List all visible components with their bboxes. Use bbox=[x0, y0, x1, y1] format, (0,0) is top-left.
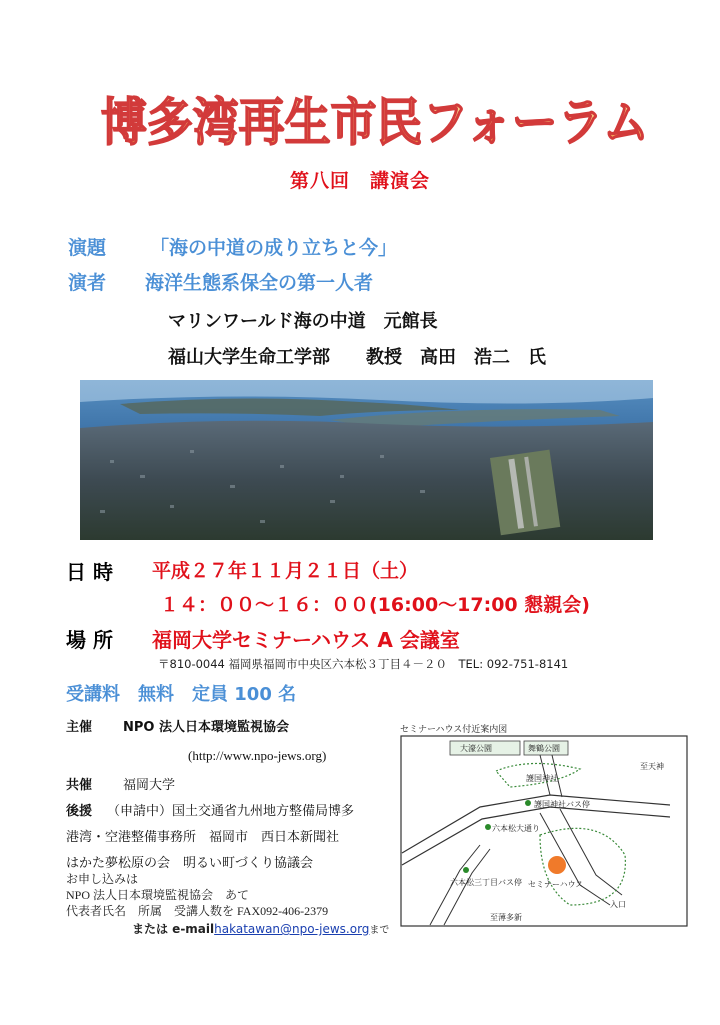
date-label: 日 時 bbox=[66, 560, 113, 584]
speaker-career: マリンワールド海の中道 元館長 bbox=[168, 311, 438, 332]
map-seminar-house: セミナーハウス bbox=[528, 880, 584, 889]
apply-line-3: 代表者氏名 所属 受講人数を FAX092-406-2379 bbox=[66, 904, 329, 918]
forum-title bbox=[95, 78, 655, 156]
apply-email-suffix: まで bbox=[369, 925, 390, 936]
cohost-name: 福岡大学 bbox=[123, 778, 176, 793]
event-date: 平成２７年１１月２１日（土） bbox=[152, 560, 419, 582]
support-line-3: はかた夢松原の会 明るい町づくり協議会 bbox=[66, 856, 314, 871]
map-to-sawara: 至薄多新 bbox=[490, 913, 522, 922]
apply-email-prefix: または e-mail bbox=[132, 922, 215, 936]
access-map bbox=[400, 735, 690, 930]
support-line-1: （申請中）国土交通省九州地方整備局博多 bbox=[107, 804, 355, 819]
forum-title-text: 博多湾再生市民フォーラム bbox=[101, 94, 649, 153]
event-place: 福岡大学セミナーハウス A 会議室 bbox=[152, 628, 460, 652]
speaker-name: 福山大学生命工学部 教授 高田 浩二 氏 bbox=[168, 347, 546, 368]
support-line-2: 港湾・空港整備事務所 福岡市 西日本新聞社 bbox=[66, 830, 340, 845]
host-name: NPO 法人日本環境監視協会 bbox=[123, 720, 289, 735]
event-address: 〒810-0044 福岡県福岡市中央区六本松３丁目４－２０ TEL: 092-751-8141 bbox=[158, 657, 569, 671]
map-gokoku-bus: 護国神社バス停 bbox=[534, 800, 590, 809]
event-time: １４：００～１６：００(16:00～17:00 懇親会) bbox=[160, 594, 590, 616]
support-label: 後援 bbox=[66, 804, 93, 819]
place-label: 場 所 bbox=[66, 628, 113, 652]
map-entrance: 入口 bbox=[610, 900, 626, 909]
speaker-description: 海洋生態系保全の第一人者 bbox=[145, 272, 374, 294]
map-maizuru-park: 舞鶴公園 bbox=[528, 744, 560, 753]
topic-title: 「海の中道の成り立ちと今」 bbox=[150, 237, 398, 259]
cohost-label: 共催 bbox=[66, 778, 93, 793]
map-to-tenjin: 至天神 bbox=[640, 762, 664, 771]
apply-line-1: お申し込みは bbox=[66, 872, 139, 886]
map-gokoku-shrine: 護国神社 bbox=[526, 774, 558, 783]
map-ohori-park: 大濠公園 bbox=[460, 744, 492, 753]
map-caption: セミナーハウス付近案内図 bbox=[400, 725, 508, 735]
lecture-subtitle: 第八回 講演会 bbox=[289, 170, 430, 192]
map-roppon-street: 六本松大通り bbox=[492, 824, 540, 833]
apply-line-2: NPO 法人日本環境監視協会 あて bbox=[66, 888, 250, 902]
host-url[interactable]: (http://www.npo-jews.org) bbox=[188, 748, 327, 763]
apply-email-link[interactable]: hakatawan@npo-jews.org bbox=[214, 922, 370, 936]
map-roppon-bus: 六本松三丁目バス停 bbox=[450, 878, 522, 887]
speaker-label: 演者 bbox=[68, 272, 107, 294]
host-label: 主催 bbox=[66, 720, 93, 735]
topic-label: 演題 bbox=[68, 237, 107, 259]
fee-capacity: 受講料 無料 定員 100 名 bbox=[66, 684, 297, 705]
apply-email-line bbox=[132, 920, 389, 937]
aerial-photo-hakata-bay bbox=[80, 380, 653, 540]
